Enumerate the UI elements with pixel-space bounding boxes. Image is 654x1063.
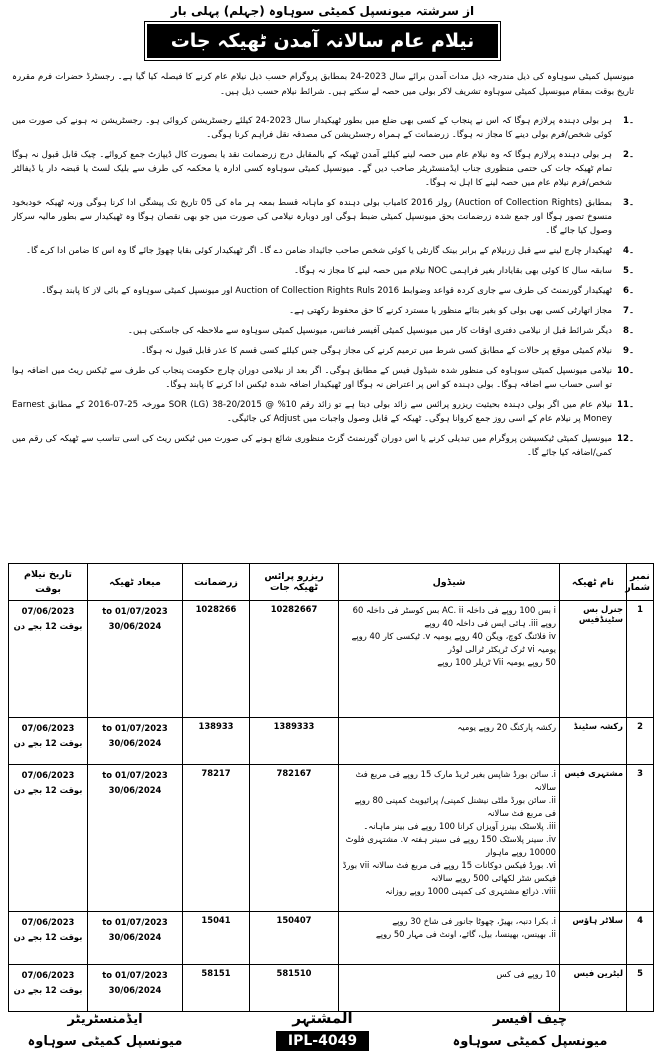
condition-text: نیلام کمیٹی موقع پر حالات کے مطابق کسی شرط میں ترمیم کرنے کی مجاز ہوگی جس کیلئے کسی قسم کا عذر قابل قبول نہ ہوگا۔ [141,346,612,356]
cell-auction-date [9,912,88,965]
condition-number: ۔9 [622,346,634,356]
cell-sno: 2 [627,718,654,765]
cell-sno: 5 [627,965,654,1012]
cell-reserve-price: 1389333 [250,718,339,765]
period-end: 30/06/2024 [108,621,162,631]
signature-administrator [20,1009,190,1053]
cell-schedule [339,718,560,765]
cell-reserve-price: 581510 [250,965,339,1012]
header-auction-date: تاریخ نیلام بوقت [9,564,88,601]
period-start: 01/07/2023 to [102,723,168,733]
administrator-org: میونسپل کمیٹی سوہاوہ [27,1034,183,1049]
condition-text: نیلامی میونسپل کمیٹی سوہاوہ کی منظور شدہ شیڈول فیس کے مطابق ہوگی۔ اگر بعد از نیلامی دوران چارج حکومت پنجاب کی طرف سے ٹیکس ریٹ میں اضافہ ہوا تو اسی حساب سے اضافہ ہوگا۔ بولی دہندہ کو اس پر اعتراض نہ ہوگا اور ٹھیکیدار اضافہ شدہ ٹیکس ادا کرنے کا پابند ہوگا۔ [12,366,612,390]
period-end: 30/06/2024 [108,932,162,942]
period-start: 01/07/2023 to [102,770,168,780]
table-row [9,912,654,965]
header-contract-period: میعاد ٹھیکہ [88,564,183,601]
advertiser-label: المشتہر [292,1009,353,1027]
schedule-line: i بس 100 روپے فی داخلہ AC. ii بس کوسٹر فی داخلہ 60 روپے iii. ہائی ایس فی داخلہ 40 روپے [352,605,556,628]
condition-text: ٹھیکیدار گورنمنٹ کی طرف سے جاری کردہ قواعد وضوابط Auction of Collection Rights Ruls 2016 اور میونسپل کمیٹی سوہاوہ کے بائی لاز کا پابند ہوگا۔ [41,286,612,296]
intro-paragraph: میونسپل کمیٹی سوہاوہ کی ذیل مندرجہ ذیل مدات آمدن برائے سال 2023-24 بمطابق پروگرام حسب ذیل نیلام عام کرنے کا فیصلہ کیا گیا ہے۔ رجسٹرڈ حضرات فرم مقررہ تاریخ بوقت بمقام میونسپل کمیٹی سوہاوہ تشریف لاکر بولی میں حصہ لے سکتے ہیں۔ شرائط نیلام حسب ذیل ہیں۔ [12,72,634,97]
table-row [9,965,654,1012]
condition-text: ہر بولی دہندہ پرلازم ہوگا کہ اس نے پنجاب کے کسی بھی ضلع میں بطور ٹھیکیدار سال 2023-24 کیلئے رجسٹریشن کروائی ہو۔ رجسٹریشن نہ ہونے کی صورت میں کوئی شخص/فرم بولی دینے کا مجاز نہ ہوگا۔ زرضمانت کے ہمراہ رجسٹریشن کی مصدقہ نقل فراہم کرنا ہوگی۔ [12,116,612,140]
cell-sno: 4 [627,912,654,965]
condition-number: ۔12 [616,434,634,444]
cell-schedule [339,601,560,718]
schedule-line: i. سائن بورڈ شاپس بغیر ٹریڈ مارک 15 روپے فی مربع فٹ سالانہ [355,769,556,792]
cell-auction-date [9,765,88,912]
condition-number: ۔11 [616,400,634,410]
cell-reserve-price: 782167 [250,765,339,912]
schedule-line: ii. سائن بورڈ ملٹی نیشنل کمپنی/ پرائیویٹ کمپنی 80 روپے فی مربع فٹ سالانہ [354,795,556,818]
auction-time: بوقت 12 بجے دن [13,738,83,748]
period-end: 30/06/2024 [108,785,162,795]
auction-date: 07/06/2023 [21,606,75,616]
condition-item [12,432,634,460]
chief-officer-title: چیف آفیسر [492,1012,568,1027]
schedule-line: iv فلائنگ کوچ، ویگن 40 روپے یومیہ v. ٹیکسی کار 40 روپے یومیہ vi ٹرک ٹریکٹر ٹرالی لوڈر [351,631,556,654]
condition-item [12,148,634,190]
condition-item [12,264,634,278]
auction-date: 07/06/2023 [21,770,75,780]
schedule-line: رکشہ پارکنگ 20 روپے یومیہ [457,722,556,732]
cell-security-deposit: 1028266 [183,601,250,718]
cell-contract-period [88,912,183,965]
table-header-row [9,564,654,601]
table-row [9,765,654,912]
auction-time: بوقت 12 بجے دن [13,985,83,995]
period-start: 01/07/2023 to [102,970,168,980]
footer [0,1009,645,1063]
auction-time: بوقت 12 بجے دن [13,621,83,631]
cell-contract-name: مشتہری فیس [560,765,627,912]
period-start: 01/07/2023 to [102,917,168,927]
condition-text: سابقہ سال کا کوئی بھی بقایادار بغیر فراہمی NOC نیلام میں حصہ لینے کا مجاز نہ ہوگا۔ [294,266,612,276]
condition-item [12,284,634,298]
schedule-line: ii. بھینس، بھینسا، بیل، گائے، اونٹ فی مہار 50 روپے [375,929,556,939]
cell-contract-period [88,965,183,1012]
header-schedule: شیڈول [339,564,560,601]
condition-number: ۔3 [622,198,634,208]
schedule-line: i. بکرا دنبہ، بھیڑ، چھوٹا جانور فی شاخ 30 روپے [392,916,556,926]
condition-number: ۔6 [622,286,634,296]
table-row [9,601,654,718]
cell-contract-period [88,765,183,912]
auction-date: 07/06/2023 [21,723,75,733]
cell-security-deposit: 58151 [183,965,250,1012]
condition-item [12,244,634,258]
cell-contract-period [88,601,183,718]
condition-number: ۔10 [616,366,634,376]
condition-number: ۔4 [622,246,634,256]
cell-auction-date [9,965,88,1012]
condition-text: دیگر شرائط قبل از نیلامی دفتری اوقات کار میں میونسپل کمیٹی آفیسر فنانس، میونسپل کمیٹی سوہاوہ سے ملاحظہ کی جاسکتی ہیں۔ [127,326,612,336]
condition-text: نیلام عام میں اگر بولی دہندہ بحیثیت ریزرو پرائس سے زائد بولی دیتا ہے تو زائد رقم 10% @ SOR (LG) 38-20/2015 مورخہ 25-07-2016 کے مطابق Earnest Money پر نیلام عام کے اسی روز جمع کروانا ہوگی۔ ٹھیکہ کے قابل وصول واجبات میں Adjust کی جائیگی۔ [12,400,612,424]
condition-text: میونسپل کمیٹی ٹیکسیشن پروگرام میں تبدیلی کرنے یا اس دوران گورنمنٹ گزٹ منظوری شائع ہونے کی صورت میں ٹیکس ریٹ کی اسی تناسب سے ٹھیکہ کی رقم میں کمی/اضافہ کیا جائے گا۔ [12,434,612,458]
cell-sno: 1 [627,601,654,718]
schedule-line: viii. ذرائع مشتہری کی کمپنی 1000 روپے روزانہ [385,886,556,896]
auction-date: 07/06/2023 [21,917,75,927]
cell-contract-name: رکشہ سٹینڈ [560,718,627,765]
condition-text: مجاز اتھارٹی کسی بھی بولی کو بغیر بتائے منظور یا مسترد کرنے کا حق محفوظ رکھتی ہے۔ [289,306,612,316]
cell-contract-name: سلاٹر ہاؤس [560,912,627,965]
cell-contract-name: لیٹرین فیس [560,965,627,1012]
condition-item [12,196,634,238]
cell-auction-date [9,601,88,718]
cell-reserve-price: 150407 [250,912,339,965]
condition-text: ہر بولی دہندہ پرلازم ہوگا کہ وہ نیلام عام میں حصہ لینے کیلئے آمدن ٹھیکہ کے بالمقابل درج زرضمانت نقد یا بصورت کال ڈیپازٹ جمع کروائے۔ چیک قابل قبول نہ ہوگا تمام ٹھیکہ جات کی حتمی منظوری جناب ایڈمنسٹریٹر صاحب دیں گے۔ میونسپل کمیٹی سوہاوہ کسی ادارہ یا محکمہ کی طرف سے بلیک لسٹ یا قبضہ دار یا ڈیفالٹر شخص/فرم نیلام عام میں حصہ لینے کا اہل نہ ہوگا۔ [12,150,612,188]
condition-item [12,364,634,392]
banner-wrap [0,24,645,58]
schedule-line: vi. بورڈ فیکس دوکانات 15 روپے فی مربع فٹ سالانہ vii بورڈ فیکس شٹر لکھائی 500 روپے سالانہ [342,860,556,883]
administrator-title: ایڈمنسٹریٹر [67,1012,143,1027]
condition-item [12,398,634,426]
cell-sno: 3 [627,765,654,912]
condition-item [12,344,634,358]
auction-time: بوقت 12 بجے دن [13,932,83,942]
condition-item [12,324,634,338]
cell-schedule [339,965,560,1012]
schedule-line: 50 روپے یومیہ Vii ٹریلر 100 روپے [437,657,556,667]
cell-schedule [339,765,560,912]
header-security-deposit: زرضمانت [183,564,250,601]
chief-officer-org: میونسپل کمیٹی سوہاوہ [452,1034,608,1049]
header-name: نام ٹھیکہ [560,564,627,601]
condition-number: ۔1 [622,116,634,126]
condition-number: ۔5 [622,266,634,276]
header-reserve-price: ریزرو پرائس ٹھیکہ جات [250,564,339,601]
condition-number: ۔2 [622,150,634,160]
period-end: 30/06/2024 [108,985,162,995]
schedule-line: 10 روپے فی کس [496,969,556,979]
cell-reserve-price: 10282667 [250,601,339,718]
ipl-code: IPL-4049 [276,1031,369,1051]
cell-security-deposit: 15041 [183,912,250,965]
cell-contract-name: جنرل بس سٹینڈفیس [560,601,627,718]
condition-number: ۔7 [622,306,634,316]
period-start: 01/07/2023 to [102,606,168,616]
auction-time: بوقت 12 بجے دن [13,785,83,795]
condition-text: ٹھیکیدار چارج لینے سے قبل زرنیلام کے برابر بینک گارنٹی یا کوئی شخص صاحب جائیداد ضامن دے گا۔ اگر ٹھیکیدار کوئی بقایا چھوڑ جائے گا وہ اس کا ضامن ادا کرے گا۔ [25,246,612,256]
auction-date: 07/06/2023 [21,970,75,980]
period-end: 30/06/2024 [108,738,162,748]
condition-item [12,304,634,318]
cell-security-deposit: 138933 [183,718,250,765]
header-sno: نمبر شمار [627,564,654,601]
schedule-line: iv. سینر پلاسٹک 150 روپے فی سینر ہفتہ v. مشتہری فلوٹ 10000 روپے ماہوار [345,834,556,857]
condition-item [12,114,634,142]
condition-number: ۔8 [622,326,634,336]
condition-text: بمطابق (Auction of Collection Rights) رولز 2016 کامیاب بولی دہندہ کو ماہانہ قسط بمعہ ہر ماہ کی 05 تاریخ تک پیشگی ادا کرنا ہوگی ورنہ ٹھیکہ خودبخود منسوخ تصور ہوگا اور جمع شدہ زرضمانت بحق میونسپل کمیٹی ضبط ہوگی اور دوبارہ نیلامی کی صورت میں جو بھی نقصان ہوگا وہ ٹھیکیدار سے بطور مالیہ سرکار وصول کیا جائے گا۔ [12,198,613,236]
notice-title-banner: نیلام عام سالانہ آمدن ٹھیکہ جات [147,24,499,58]
schedule-line: iii. پلاسٹک بینرز آویزاں کرانا 100 روپے فی بینر ماہانہ۔ [363,821,556,831]
cell-security-deposit: 78217 [183,765,250,912]
cell-auction-date [9,718,88,765]
cell-schedule [339,912,560,965]
cell-contract-period [88,718,183,765]
conditions-list [12,114,634,466]
issuer-line: از سرشتہ میونسپل کمیٹی سوہاوہ (جہلم) پہلی بار [170,4,475,18]
auction-schedule-table [8,563,654,1012]
table-row [9,718,654,765]
